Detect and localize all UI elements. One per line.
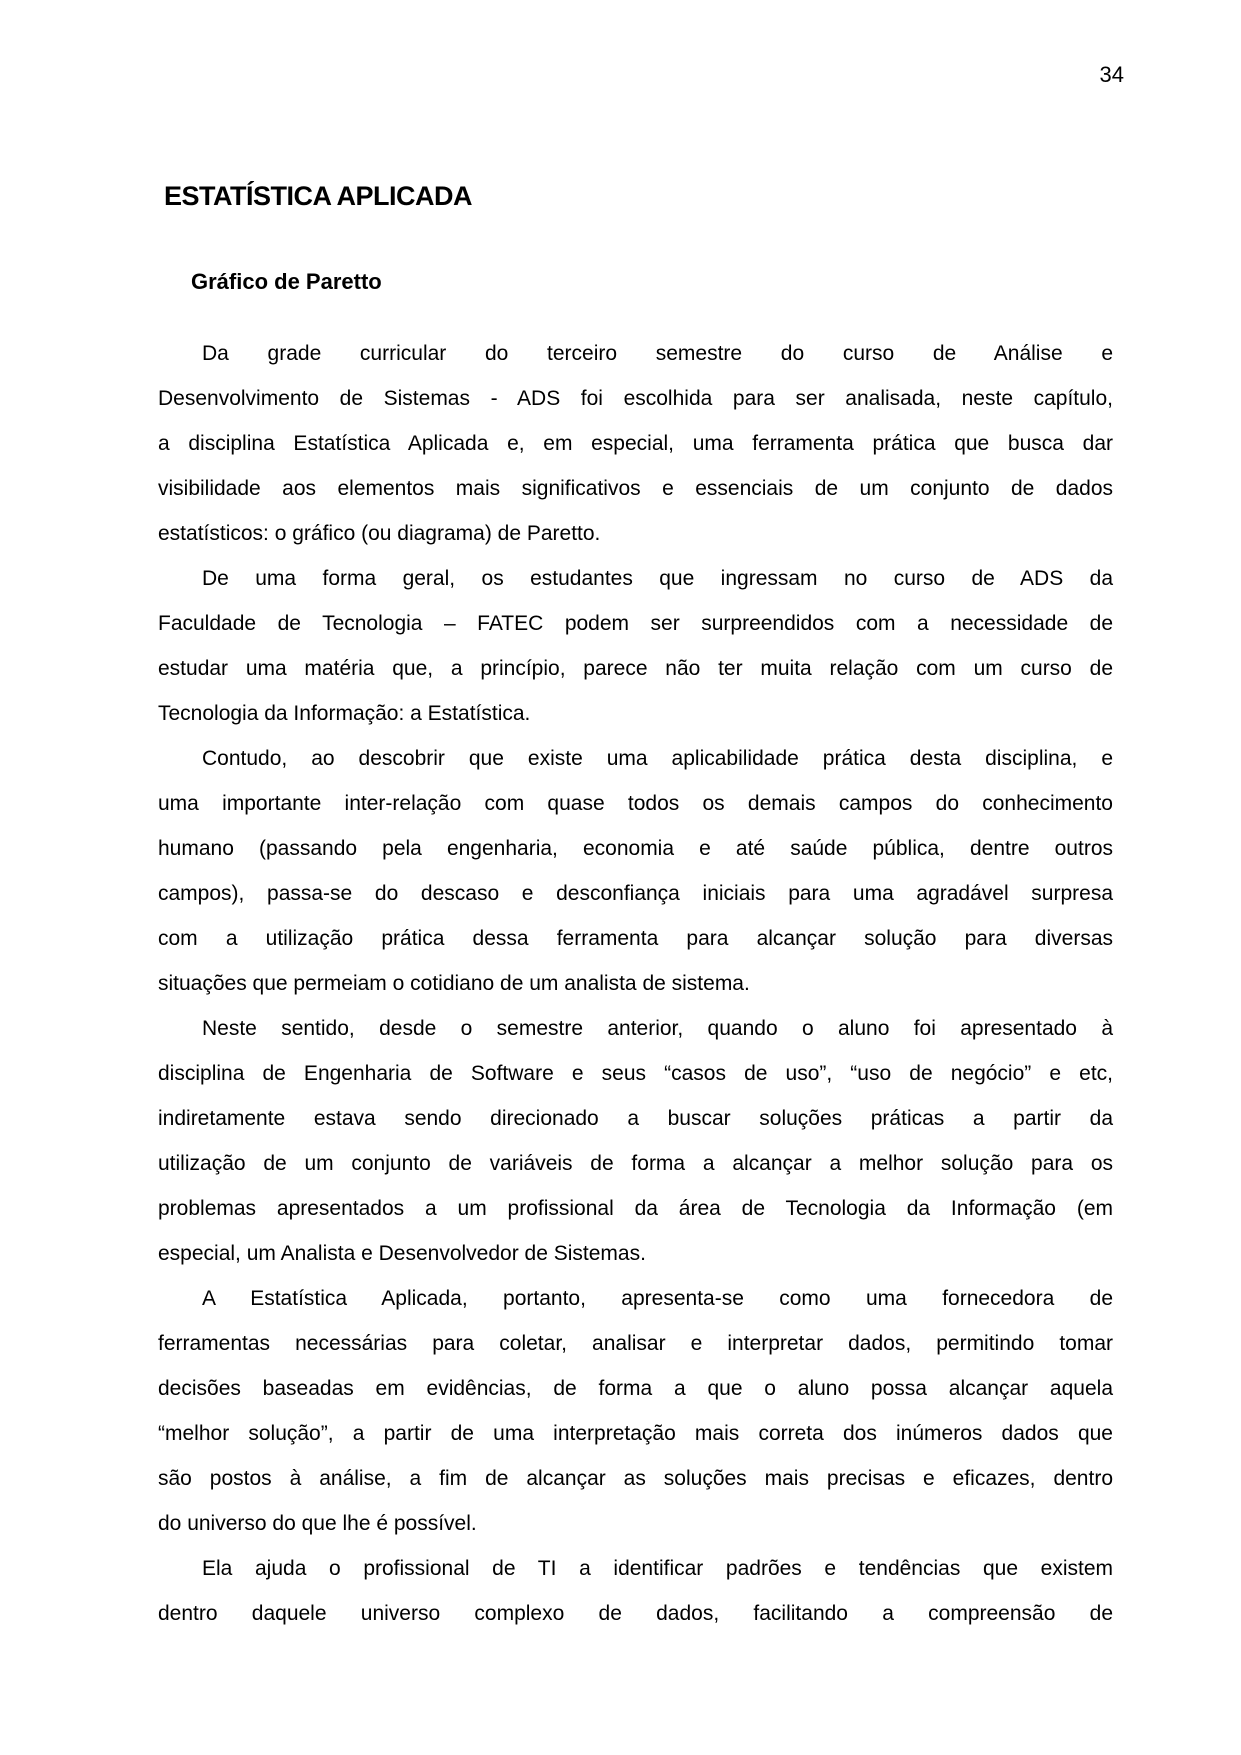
text-line: utilização de um conjunto de variáveis de forma a alcançar a melhor solução para os: [158, 1152, 1113, 1175]
text-line: ferramentas necessárias para coletar, analisar e interpretar dados, permitindo tomar: [158, 1332, 1113, 1355]
text-line: campos), passa-se do descaso e desconfiança iniciais para uma agradável surpresa: [158, 882, 1113, 905]
page-number: 34: [1099, 62, 1124, 87]
text-line: De uma forma geral, os estudantes que ingressam no curso de ADS da: [202, 567, 1113, 590]
paragraph: [158, 1006, 1113, 1276]
text-line: Faculdade de Tecnologia – FATEC podem ser surpreendidos com a necessidade de: [158, 612, 1113, 635]
paragraph: [158, 1276, 1113, 1546]
page-title: ESTATÍSTICA APLICADA: [164, 181, 472, 211]
text-line: “melhor solução”, a partir de uma interpretação mais correta dos inúmeros dados que: [158, 1422, 1113, 1445]
text-line: Tecnologia da Informação: a Estatística.: [158, 702, 531, 725]
text-line: estudar uma matéria que, a princípio, parece não ter muita relação com um curso de: [158, 657, 1113, 680]
section-subtitle: Gráfico de Paretto: [191, 269, 382, 294]
text-line: do universo do que lhe é possível.: [158, 1512, 477, 1535]
paragraph: [158, 736, 1113, 1006]
text-line: indiretamente estava sendo direcionado a buscar soluções práticas a partir da: [158, 1107, 1113, 1130]
text-line: estatísticos: o gráfico (ou diagrama) de Paretto.: [158, 522, 601, 545]
text-line: disciplina de Engenharia de Software e seus “casos de uso”, “uso de negócio” e etc,: [158, 1062, 1113, 1085]
text-line: uma importante inter-relação com quase todos os demais campos do conhecimento: [158, 792, 1113, 815]
text-line: Da grade curricular do terceiro semestre do curso de Análise e: [202, 342, 1113, 365]
text-line: visibilidade aos elementos mais significativos e essenciais de um conjunto de dados: [158, 477, 1113, 500]
body-text: [158, 331, 1113, 1636]
text-line: situações que permeiam o cotidiano de um analista de sistema.: [158, 972, 750, 995]
text-line: a disciplina Estatística Aplicada e, em especial, uma ferramenta prática que busca dar: [158, 432, 1113, 455]
text-line: decisões baseadas em evidências, de forma a que o aluno possa alcançar aquela: [158, 1377, 1113, 1400]
text-line: são postos à análise, a fim de alcançar as soluções mais precisas e eficazes, dentro: [158, 1467, 1113, 1490]
text-line: especial, um Analista e Desenvolvedor de Sistemas.: [158, 1242, 646, 1265]
text-line: Contudo, ao descobrir que existe uma aplicabilidade prática desta disciplina, e: [202, 747, 1113, 770]
text-line: Ela ajuda o profissional de TI a identificar padrões e tendências que existem: [202, 1557, 1113, 1580]
text-line: problemas apresentados a um profissional da área de Tecnologia da Informação (em: [158, 1197, 1113, 1220]
text-line: Neste sentido, desde o semestre anterior, quando o aluno foi apresentado à: [202, 1017, 1113, 1040]
text-line: Desenvolvimento de Sistemas - ADS foi escolhida para ser analisada, neste capítulo,: [158, 387, 1113, 410]
paragraph: [158, 556, 1113, 736]
text-line: dentro daquele universo complexo de dados, facilitando a compreensão de: [158, 1602, 1113, 1625]
text-line: humano (passando pela engenharia, economia e até saúde pública, dentre outros: [158, 837, 1113, 860]
paragraph: [158, 1546, 1113, 1636]
paragraph: [158, 331, 1113, 556]
text-line: com a utilização prática dessa ferramenta para alcançar solução para diversas: [158, 927, 1113, 950]
text-line: A Estatística Aplicada, portanto, apresenta-se como uma fornecedora de: [202, 1287, 1113, 1310]
